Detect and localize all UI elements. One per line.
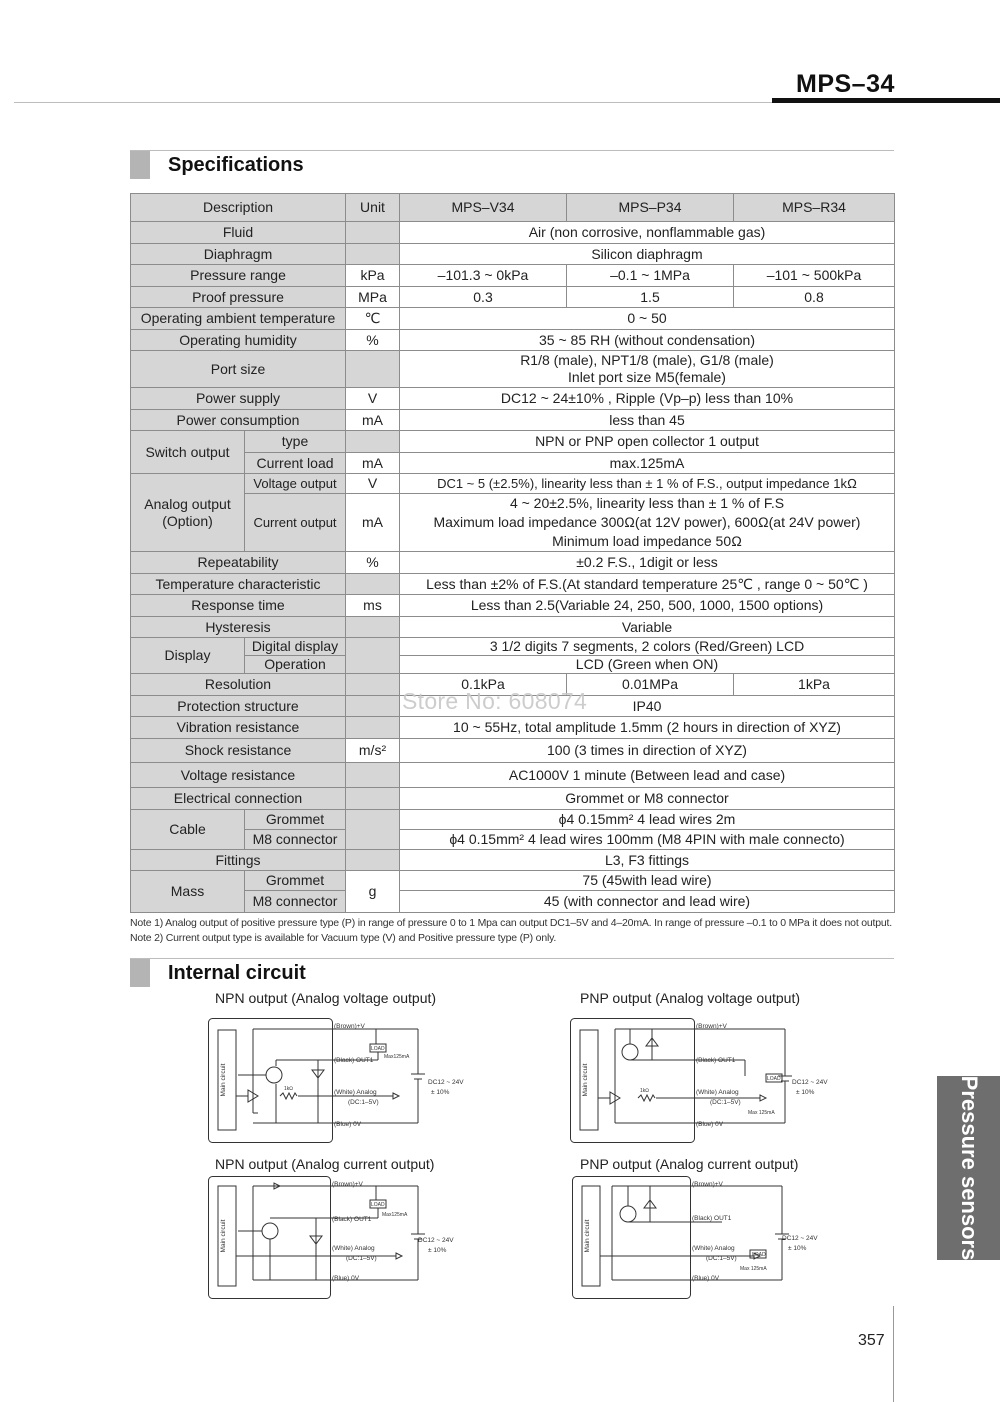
table-row: Fittings L3, F3 fittings bbox=[131, 850, 895, 871]
svg-text:DC12 ~ 24V: DC12 ~ 24V bbox=[418, 1237, 454, 1244]
svg-text:± 10%: ± 10% bbox=[428, 1247, 447, 1254]
svg-text:Max 125mA: Max 125mA bbox=[740, 1266, 767, 1272]
svg-text:(Blue) 0V: (Blue) 0V bbox=[696, 1121, 724, 1128]
col-mps-v34: MPS–V34 bbox=[400, 194, 567, 222]
table-row: Response time ms Less than 2.5(Variable 24, 250, 500, 1000, 1500 options) bbox=[131, 595, 895, 617]
svg-text:(Black) OUT1: (Black) OUT1 bbox=[696, 1057, 736, 1064]
svg-text:(DC:1–5V): (DC:1–5V) bbox=[346, 1255, 377, 1262]
svg-text:± 10%: ± 10% bbox=[431, 1089, 450, 1096]
store-watermark: Store No: 608074 bbox=[402, 688, 588, 714]
footnotes bbox=[130, 916, 892, 946]
svg-text:(Blue) 0V: (Blue) 0V bbox=[332, 1275, 360, 1282]
svg-text:(Black) OUT1: (Black) OUT1 bbox=[334, 1057, 374, 1064]
table-row: Proof pressure MPa 0.3 1.5 0.8 bbox=[131, 287, 895, 308]
svg-text:± 10%: ± 10% bbox=[796, 1089, 815, 1096]
circuit-diagram-npn-voltage bbox=[208, 1018, 478, 1144]
table-row: Electrical connection Grommet or M8 connector bbox=[131, 788, 895, 810]
svg-text:Main circuit: Main circuit bbox=[582, 1063, 589, 1097]
table-row: Operation LCD (Green when ON) bbox=[131, 656, 895, 674]
model-title: MPS–34 bbox=[796, 70, 895, 98]
col-mps-p34: MPS–P34 bbox=[567, 194, 734, 222]
table-row: Power supply V DC12 ~ 24±10% , Ripple (Vp–p) less than 10% bbox=[131, 388, 895, 410]
svg-text:Max125mA: Max125mA bbox=[382, 1212, 408, 1218]
circuit-diagram-pnp-current bbox=[572, 1176, 842, 1300]
table-row: Protection structure IP40 bbox=[131, 696, 895, 717]
table-row: Display Digital display 3 1/2 digits 7 segments, 2 colors (Red/Green) LCD bbox=[131, 638, 895, 656]
svg-text:(Black) OUT1: (Black) OUT1 bbox=[692, 1215, 732, 1222]
table-row: Pressure range kPa –101.3 ~ 0kPa –0.1 ~ 1MPa –101 ~ 500kPa bbox=[131, 265, 895, 287]
table-row: Diaphragm Silicon diaphragm bbox=[131, 244, 895, 265]
svg-text:1kΩ: 1kΩ bbox=[640, 1088, 650, 1094]
table-row: Repeatability % ±0.2 F.S., 1digit or less bbox=[131, 552, 895, 574]
svg-text:(White) Analog: (White) Analog bbox=[332, 1245, 375, 1252]
table-row: Analog output (Option) Voltage output V DC1 ~ 5 (±2.5%), linearity less than ± 1 % of F.S., output impedance 1kΩ bbox=[131, 474, 895, 494]
diagram-caption: NPN output (Analog voltage output) bbox=[215, 990, 437, 1006]
table-row: Resolution 0.1kPa 0.01MPa 1kPa bbox=[131, 674, 895, 696]
col-mps-r34: MPS–R34 bbox=[734, 194, 895, 222]
table-row: M8 connector 45 (with connector and lead wire) bbox=[131, 891, 895, 913]
svg-text:Max125mA: Max125mA bbox=[384, 1054, 410, 1060]
table-row: Operating ambient temperature ℃ 0 ~ 50 bbox=[131, 308, 895, 330]
svg-text:(DC:1–5V): (DC:1–5V) bbox=[706, 1255, 737, 1262]
svg-text:± 10%: ± 10% bbox=[788, 1245, 807, 1252]
spec-table bbox=[130, 193, 895, 913]
table-row: Fluid Air (non corrosive, nonflammable gas) bbox=[131, 222, 895, 244]
svg-text:LOAD: LOAD bbox=[767, 1076, 781, 1082]
table-row: Hysteresis Variable bbox=[131, 617, 895, 638]
section-marker bbox=[130, 959, 150, 987]
table-row: Shock resistance m/s² 100 (3 times in direction of XYZ) bbox=[131, 739, 895, 763]
svg-text:(DC:1–5V): (DC:1–5V) bbox=[348, 1099, 379, 1106]
diagram-caption: NPN output (Analog current output) bbox=[215, 1156, 435, 1172]
svg-text:Main circuit: Main circuit bbox=[220, 1063, 227, 1097]
table-row: Temperature characteristic Less than ±2% of F.S.(At standard temperature 25℃ , range 0 ~ 50℃ ) bbox=[131, 574, 895, 595]
svg-text:DC12 ~ 24V: DC12 ~ 24V bbox=[428, 1079, 464, 1086]
page-number: 357 bbox=[858, 1332, 885, 1349]
col-unit: Unit bbox=[346, 194, 400, 222]
svg-text:LOAD: LOAD bbox=[752, 1252, 766, 1258]
svg-text:(White) Analog: (White) Analog bbox=[692, 1245, 735, 1252]
svg-text:(White) Analog: (White) Analog bbox=[334, 1089, 377, 1096]
table-row: Operating humidity % 35 ~ 85 RH (without condensation) bbox=[131, 330, 895, 351]
table-row: Cable Grommet ϕ4 0.15mm² 4 lead wires 2m bbox=[131, 810, 895, 830]
svg-text:DC12 ~ 24V: DC12 ~ 24V bbox=[792, 1079, 828, 1086]
svg-text:(White) Analog: (White) Analog bbox=[696, 1089, 739, 1096]
col-description: Description bbox=[131, 194, 346, 222]
section-title-internal-circuit: Internal circuit bbox=[168, 962, 306, 984]
side-tab-pressure-sensors: Pressure sensors bbox=[937, 1076, 1000, 1260]
note-1: Note 1) Analog output of positive pressure type (P) in range of pressure 0 to 1 Mpa can output DC1–5V and 4–20mA. In range of pressure –0.1 to 0 MPa it does not output. bbox=[130, 917, 892, 929]
table-row: Mass Grommet g 75 (45with lead wire) bbox=[131, 871, 895, 891]
svg-text:(Blue) 0V: (Blue) 0V bbox=[692, 1275, 720, 1282]
table-row: Current output mA 4 ~ 20±2.5%, linearity less than ± 1 % of F.S Maximum load impedance 300Ω(at 12V power), 600Ω(at 24V power) Minimum load impedance 50Ω bbox=[131, 494, 895, 552]
table-row: Vibration resistance 10 ~ 55Hz, total amplitude 1.5mm (2 hours in direction of XYZ) bbox=[131, 717, 895, 739]
note-2: Note 2) Current output type is available for Vacuum type (V) and Positive pressure type (P) only. bbox=[130, 932, 557, 944]
svg-text:Main circuit: Main circuit bbox=[220, 1219, 227, 1253]
svg-text:DC12 ~ 24V: DC12 ~ 24V bbox=[782, 1235, 818, 1242]
section-title-specifications: Specifications bbox=[168, 154, 304, 176]
svg-text:1kΩ: 1kΩ bbox=[284, 1086, 294, 1092]
diagram-caption: PNP output (Analog voltage output) bbox=[580, 990, 801, 1006]
diagram-caption: PNP output (Analog current output) bbox=[580, 1156, 799, 1172]
spec-header-row bbox=[131, 194, 895, 222]
table-row: Power consumption mA less than 45 bbox=[131, 410, 895, 431]
svg-text:(Blue) 0V: (Blue) 0V bbox=[334, 1121, 362, 1128]
svg-text:(Brown)+V: (Brown)+V bbox=[332, 1181, 363, 1188]
svg-text:(Black) OUT1: (Black) OUT1 bbox=[332, 1216, 372, 1223]
svg-text:LOAD: LOAD bbox=[371, 1046, 385, 1052]
svg-text:(DC:1–5V): (DC:1–5V) bbox=[710, 1099, 741, 1106]
footer-rule bbox=[893, 1306, 894, 1402]
table-row: Switch output type NPN or PNP open collector 1 output bbox=[131, 431, 895, 453]
table-row: Current load mA max.125mA bbox=[131, 453, 895, 474]
table-row: Port size R1/8 (male), NPT1/8 (male), G1/8 (male) Inlet port size M5(female) bbox=[131, 351, 895, 388]
section-rule bbox=[130, 958, 894, 959]
section-marker bbox=[130, 151, 150, 179]
circuit-diagram-npn-current bbox=[208, 1176, 478, 1300]
svg-text:(Brown)+V: (Brown)+V bbox=[696, 1023, 727, 1030]
table-row: Voltage resistance AC1000V 1 minute (Between lead and case) bbox=[131, 763, 895, 788]
svg-text:(Brown)+V: (Brown)+V bbox=[334, 1023, 365, 1030]
svg-text:Main circuit: Main circuit bbox=[584, 1219, 591, 1253]
table-row: M8 connector ϕ4 0.15mm² 4 lead wires 100mm (M8 4PIN with male connecto) bbox=[131, 830, 895, 850]
svg-text:Max 125mA: Max 125mA bbox=[748, 1110, 775, 1116]
circuit-diagram-pnp-voltage bbox=[570, 1018, 840, 1144]
svg-text:(Brown)+V: (Brown)+V bbox=[692, 1181, 723, 1188]
svg-text:LOAD: LOAD bbox=[371, 1202, 385, 1208]
header-rule-accent bbox=[772, 98, 1000, 103]
section-rule bbox=[130, 150, 894, 151]
